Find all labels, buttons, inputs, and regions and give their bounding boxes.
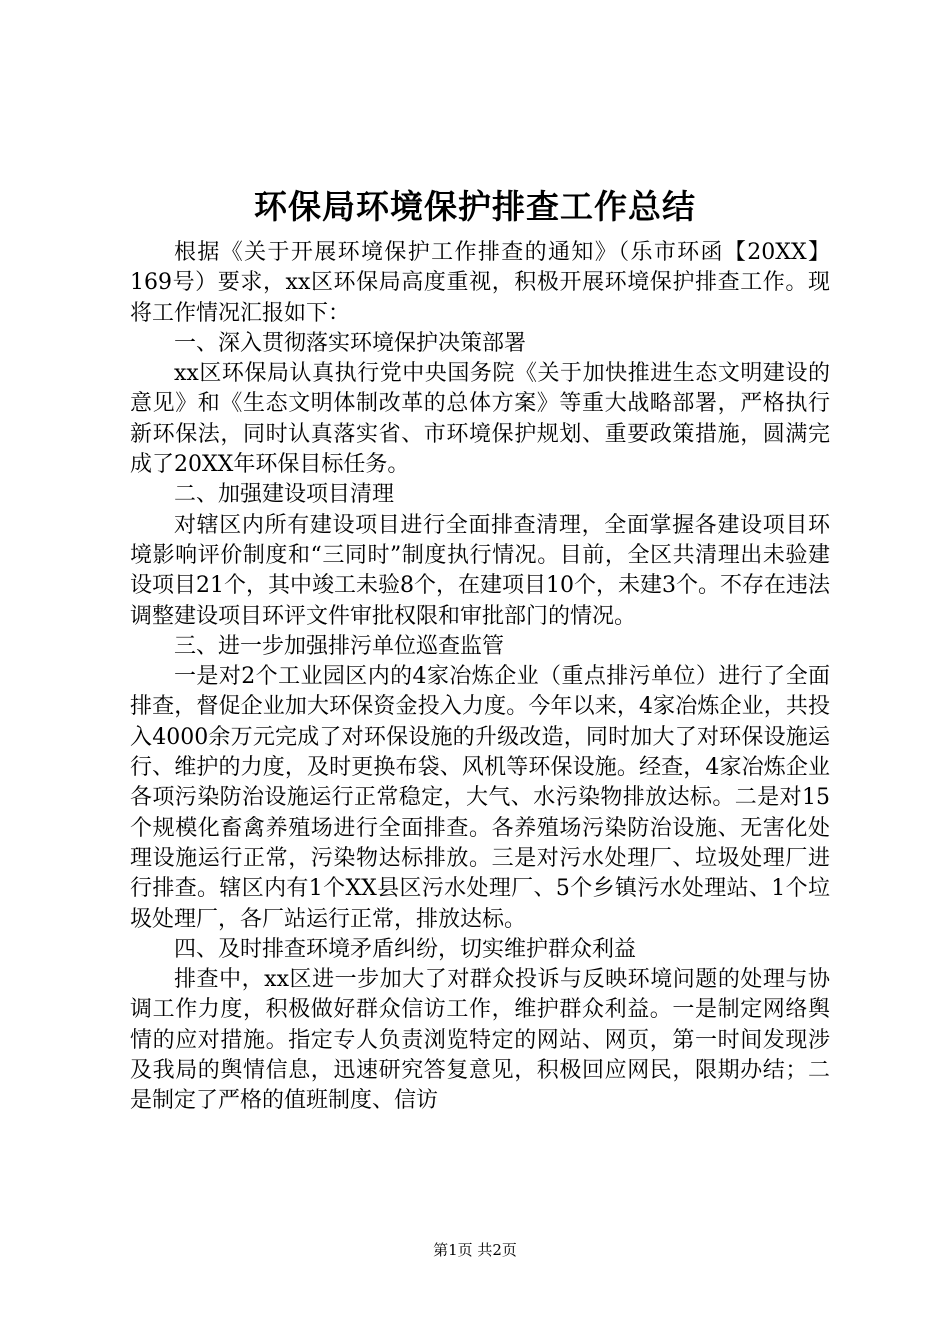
paragraph-section-4: 排查中，xx区进一步加大了对群众投诉与反映环境问题的处理与协调工作力度，积极做好群众信访工作，维护群众利益。一是制定网络舆情的应对措施。指定专人负责浏览特定的网站、网页，第一时间发现涉及我局的舆情信息，迅速研究答复意见，积极回应网民，限期办结；二是制定了严格的值班制度、信访 [130,967,830,1114]
section-heading-3: 三、进一步加强排污单位巡查监管 [174,633,505,659]
paragraph-intro: 根据《关于开展环境保护工作排查的通知》（乐市环函【20XX】169号）要求，xx区环保局高度重视，积极开展环境保护排查工作。现将工作情况汇报如下： [130,240,830,326]
document-title: 环保局环境保护排查工作总结 [254,187,696,226]
paragraph-section-1: xx区环保局认真执行党中央国务院《关于加快推进生态文明建设的意见》和《生态文明体制改革的总体方案》等重大战略部署，严格执行新环保法，同时认真落实省、市环境保护规划、重要政策措施，圆满完成了20XX年环保目标任务。 [130,361,830,478]
paragraph-section-2: 对辖区内所有建设项目进行全面排查清理，全面掌握各建设项目环境影响评价制度和“三同时”制度执行情况。目前，全区共清理出未验建设项目21个，其中竣工未验8个，在建项目10个，未建3个。不存在违法调整建设项目环评文件审批权限和审批部门的情况。 [130,512,830,629]
page-number-footer: 第1页 共2页 [433,1241,517,1259]
section-heading-2: 二、加强建设项目清理 [174,482,395,508]
document-body [130,238,830,1117]
paragraph-section-3: 一是对2个工业园区内的4家冶炼企业（重点排污单位）进行了全面排查，督促企业加大环保资金投入力度。今年以来，4家冶炼企业，共投入4000余万元完成了对环保设施的升级改造，同时加大了对环保设施运行、维护的力度，及时更换布袋、风机等环保设施。经查，4家冶炼企业各项污染防治设施运行正常稳定，大气、水污染物排放达标。二是对15个规模化畜禽养殖场进行全面排查。各养殖场污染防治设施、无害化处理设施运行正常，污染物达标排放。三是对污水处理厂、垃圾处理厂进行排查。辖区内有1个XX县区污水处理厂、5个乡镇污水处理站、1个垃圾处理厂，各厂站运行正常，排放达标。 [130,664,830,932]
section-heading-4: 四、及时排查环境矛盾纠纷，切实维护群众利益 [174,936,637,962]
section-heading-1: 一、深入贯彻落实环境保护决策部署 [174,330,527,356]
